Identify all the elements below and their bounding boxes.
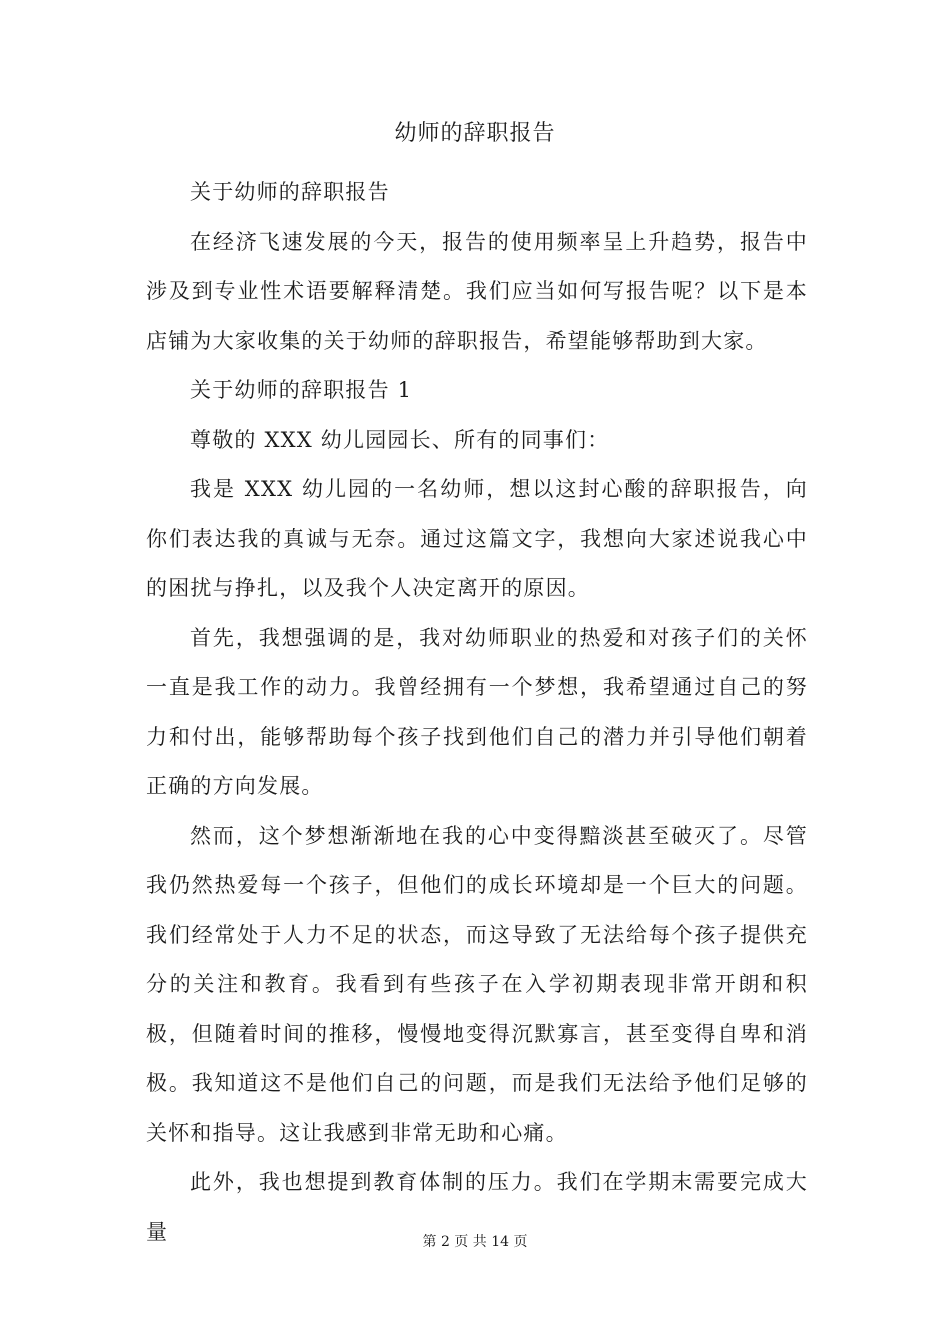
paragraph-body: 此外，我也想提到教育体制的压力。我们在学期末需要完成大量 (146, 1170, 808, 1244)
paragraph-subtitle: 关于幼师的辞职报告 (190, 180, 390, 204)
document-body (146, 168, 808, 1257)
paragraph-body: 我是 XXX 幼儿园的一名幼师，想以这封心酸的辞职报告，向你们表达我的真诚与无奈。通过这篇文字，我想向大家述说我心中的困扰与挣扎，以及我个人决定离开的原因。 (146, 477, 808, 600)
paragraph-section-heading: 关于幼师的辞职报告 1 (190, 378, 413, 402)
paragraph-salutation: 尊敬的 XXX 幼儿园园长、所有的同事们： (190, 427, 610, 452)
page-footer: 第 2 页 共 14 页 (422, 1234, 528, 1250)
paragraph-intro: 在经济飞速发展的今天，报告的使用频率呈上升趋势，报告中涉及到专业性术语要解释清楚。我们应当如何写报告呢？以下是本店铺为大家收集的关于幼师的辞职报告，希望能够帮助到大家。 (146, 229, 808, 353)
paragraph-body: 首先，我想强调的是，我对幼师职业的热爱和对孩子们的关怀一直是我工作的动力。我曾经拥有一个梦想，我希望通过自己的努力和付出，能够帮助每个孩子找到他们自己的潜力并引导他们朝着正确的方向发展。 (146, 625, 808, 798)
paragraph-body: 然而，这个梦想渐渐地在我的心中变得黯淡甚至破灭了。尽管我仍然热爱每一个孩子，但他们的成长环境却是一个巨大的问题。我们经常处于人力不足的状态，而这导致了无法给每个孩子提供充分的关注和教育。我看到有些孩子在入学初期表现非常开朗和积极，但随着时间的推移，慢慢地变得沉默寡言，甚至变得自卑和消极。我知道这不是他们自己的问题，而是我们无法给予他们足够的关怀和指导。这让我感到非常无助和心痛。 (146, 823, 808, 1145)
document-title: 幼师的辞职报告 (394, 121, 556, 146)
